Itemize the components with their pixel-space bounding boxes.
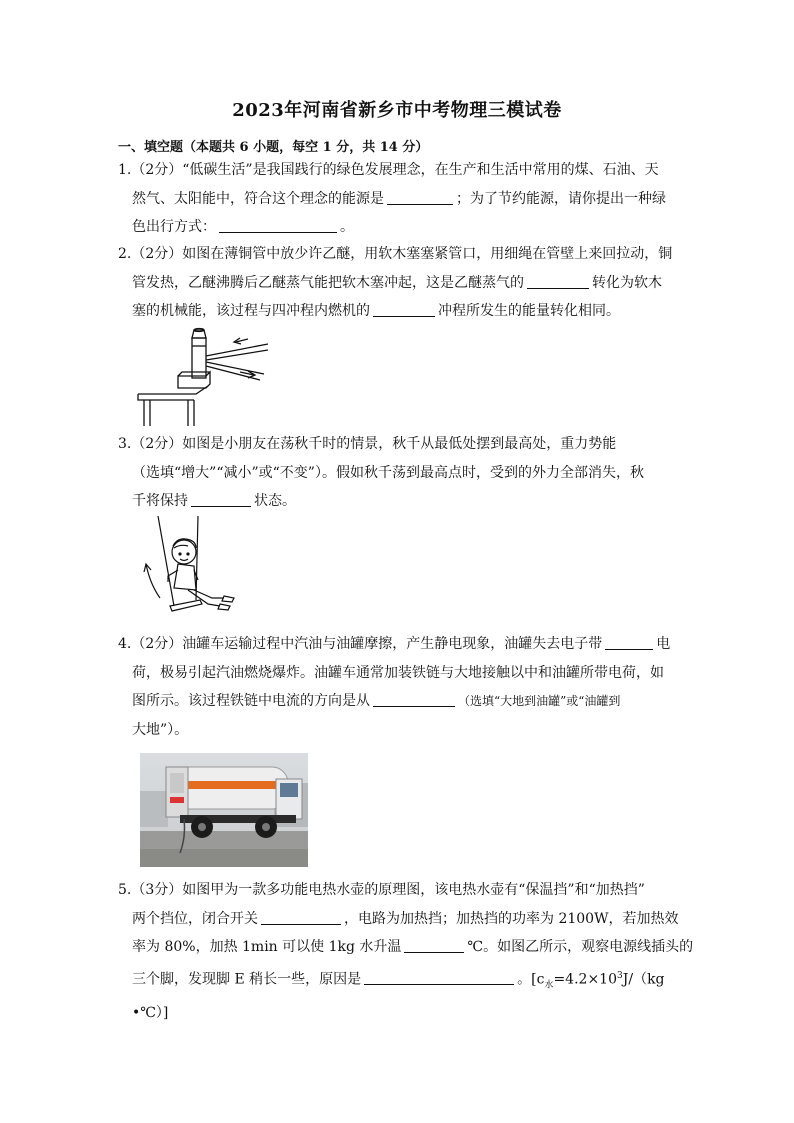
q1-blank2[interactable] [219,218,337,233]
section-heading: 一、填空题（本题共 6 小题，每空 1 分，共 14 分） [118,140,429,155]
question-2 [118,240,680,326]
q2-blank1[interactable] [527,274,589,289]
q4-line2: 荷，极易引起汽油燃烧爆炸。油罐车通常加装铁链与大地接触以中和油罐所带电荷，如 [132,664,664,681]
q2-line2: 管发热，乙醚沸腾后乙醚蒸气能把软木塞冲起，这是乙醚蒸气的 转化为软木 [132,274,662,291]
q3-blank2[interactable] [191,492,251,507]
copper-tube-figure [136,326,276,426]
q3-line3: 千将保持 状态。 [132,493,296,509]
q5-line1: 5.（3分）如图甲为一款多功能电热水壶的原理图，该电热水壶有“保温挡”和“加热挡” [118,882,645,898]
q1-line3: 色出行方式： 。 [132,219,354,235]
tanker-truck-photo [140,753,308,867]
swing-figure [138,514,238,626]
q4-blank1[interactable] [605,635,653,650]
q1-blank1[interactable] [387,190,453,205]
q1-line2: 然气、太阳能中，符合这个理念的能源是 ；为了节约能源，请你提出一种绿 [132,190,666,207]
q5-line4: 三个脚，发现脚 E 稍长一些，原因是 。[$c_水=4.2\times 10^3J/(kg$ [132,970,665,990]
q5-blank1[interactable] [261,910,341,925]
q5-blank2[interactable] [404,938,464,953]
q1-line1: 1.（2分）“低碳生活”是我国践行的绿色发展理念，在生产和生活中常用的煤、石油、天 [118,162,659,178]
question-1 [118,156,680,242]
q2-line1: 2.（2分）如图在薄铜管中放少许乙醚，用软木塞塞紧管口，用细绳在管壁上来回拉动，铜 [118,246,673,262]
q4-line1: 4.（2分）油罐车运输过程中汽油与油罐摩擦，产生静电现象，油罐失去电子带 电 [118,636,671,652]
q4-line4: 大地”）。 [132,721,189,738]
q3-line2: （选填“增大”“减小”或“不变”）。假如秋千荡到最高点时，受到的外力全部消失，秋 [132,464,644,481]
page-title: 2023年河南省新乡市中考物理三模试卷 [232,100,562,121]
q5-line2: 两个挡位，闭合开关 ，电路为加热挡；加热挡的功率为 2100W，若加热效 [132,910,679,927]
q5-blank3[interactable] [364,970,514,985]
q5-line5: •℃）] [132,1005,169,1022]
q2-blank2[interactable] [373,302,435,317]
q4-line3: 图所示。该过程铁链中电流的方向是从 （选填“大地到油罐”或“油罐到 [132,693,621,709]
q4-blank2[interactable] [373,692,455,707]
q5-line3: 率为 80%，加热 1min 可以使 1kg 水升温 ℃。如图乙所示，观察电源线插头的 [132,939,694,955]
q2-line3: 塞的机械能，该过程与四冲程内燃机的 冲程所发生的能量转化相同。 [132,303,620,319]
q3-line1: 3.（2分）如图是小朋友在荡秋千时的情景，秋千从最低处摆到最高处，重力势能 [118,436,617,452]
question-5 [118,876,694,1028]
question-4 [118,630,680,744]
question-3 [118,430,680,516]
